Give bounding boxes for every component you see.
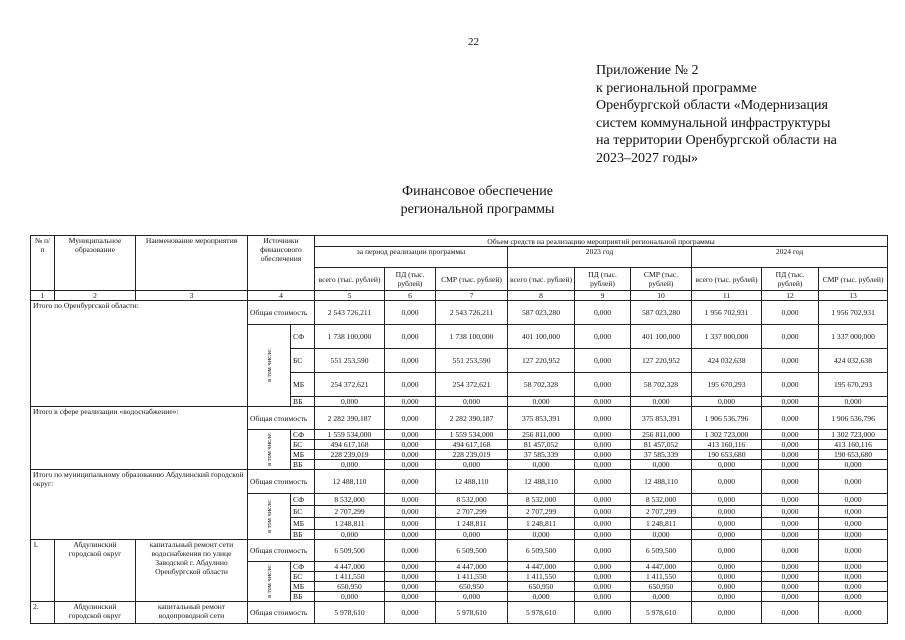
total-value-cell: 0,000 — [385, 602, 436, 624]
total-value-cell: 6 509,500 — [631, 540, 692, 562]
total-value-cell: 5 978,610 — [508, 602, 575, 624]
total-value-cell: 587 023,280 — [508, 301, 575, 325]
source-value-cell: 650,950 — [436, 582, 508, 592]
appendix-line: на территории Оренбургской области на — [596, 133, 837, 148]
column-number: 12 — [762, 291, 819, 301]
source-value-cell: 0,000 — [819, 506, 888, 518]
source-value-cell: 0,000 — [819, 592, 888, 602]
total-value-cell: 12 488,110 — [315, 470, 385, 494]
source-value-cell: 0,000 — [575, 397, 631, 407]
source-value-cell: 0,000 — [385, 440, 436, 450]
source-value-cell: 0,000 — [819, 562, 888, 572]
column-number: 2 — [55, 291, 136, 301]
source-value-cell: 401 100,000 — [631, 325, 692, 349]
total-value-cell: 1 906 536,796 — [819, 407, 888, 430]
source-value-cell: 0,000 — [692, 572, 762, 582]
source-code: СФ — [291, 325, 315, 349]
source-value-cell: 4 447,000 — [508, 562, 575, 572]
subheader-cell: СМР (тыс. рублей) — [436, 268, 508, 291]
source-value-cell: 0,000 — [692, 506, 762, 518]
total-value-cell: 0,000 — [575, 407, 631, 430]
source-value-cell: 0,000 — [385, 572, 436, 582]
total-value-cell: 0,000 — [575, 470, 631, 494]
source-value-cell: 0,000 — [575, 450, 631, 460]
column-number: 11 — [692, 291, 762, 301]
source-value-cell: 0,000 — [575, 349, 631, 373]
item-number: 1. — [31, 540, 55, 602]
source-code: ВБ — [291, 592, 315, 602]
total-value-cell: 375 853,391 — [631, 407, 692, 430]
column-number: 10 — [631, 291, 692, 301]
source-value-cell: 650,950 — [631, 582, 692, 592]
source-code: ВБ — [291, 397, 315, 407]
incl-label: в том числе: — [265, 498, 273, 533]
incl-label: в том числе: — [265, 347, 273, 382]
source-value-cell: 0,000 — [315, 460, 385, 470]
total-value-cell: 0,000 — [575, 301, 631, 325]
source-value-cell: 8 532,000 — [508, 494, 575, 506]
total-value-cell: 0,000 — [385, 301, 436, 325]
total-cost-label: Общая стоимость — [248, 602, 315, 624]
source-value-cell: 0,000 — [575, 530, 631, 540]
source-value-cell: 0,000 — [762, 562, 819, 572]
total-value-cell: 5 978,610 — [315, 602, 385, 624]
source-value-cell: 0,000 — [692, 494, 762, 506]
source-code: БС — [291, 440, 315, 450]
source-code: СФ — [291, 494, 315, 506]
source-value-cell: 2 707,299 — [631, 506, 692, 518]
total-value-cell: 2 282 390,187 — [315, 407, 385, 430]
subheader-cell: ПД (тыс. рублей) — [385, 268, 436, 291]
source-value-cell: 0,000 — [508, 592, 575, 602]
source-value-cell: 0,000 — [692, 582, 762, 592]
source-value-cell: 0,000 — [575, 572, 631, 582]
group-total-row — [31, 301, 888, 325]
total-value-cell: 0,000 — [692, 602, 762, 624]
total-value-cell: 5 978,610 — [436, 602, 508, 624]
item-municipality: Абдулинский городской округ — [55, 540, 136, 602]
group-label: Итого по муниципальному образованию Абдулинский городской округ: — [31, 470, 248, 540]
subheader-cell: СМР (тыс. рублей) — [819, 268, 888, 291]
source-value-cell: 0,000 — [631, 460, 692, 470]
column-number: 8 — [508, 291, 575, 301]
source-value-cell: 0,000 — [315, 592, 385, 602]
total-value-cell: 0,000 — [575, 602, 631, 624]
total-value-cell: 0,000 — [692, 470, 762, 494]
source-value-cell: 0,000 — [819, 460, 888, 470]
source-value-cell: 0,000 — [692, 592, 762, 602]
source-value-cell: 0,000 — [631, 397, 692, 407]
source-value-cell: 0,000 — [385, 494, 436, 506]
incl-label-cell — [248, 494, 291, 540]
item-event: капитальный ремонт водопроводной сети — [136, 602, 248, 624]
total-value-cell: 6 509,500 — [436, 540, 508, 562]
source-value-cell: 494 617,168 — [436, 440, 508, 450]
source-code: СФ — [291, 430, 315, 440]
source-value-cell: 1 738 100,000 — [436, 325, 508, 349]
group-label: Итого по Оренбургской области: — [31, 301, 248, 407]
source-value-cell: 413 160,116 — [692, 440, 762, 450]
page-number: 22 — [468, 36, 479, 48]
subheader-cell: всего (тыс. рублей) — [692, 268, 762, 291]
total-value-cell: 2 282 390,187 — [436, 407, 508, 430]
source-value-cell: 0,000 — [575, 430, 631, 440]
total-value-cell: 12 488,110 — [508, 470, 575, 494]
subheader-cell: всего (тыс. рублей) — [508, 268, 575, 291]
total-value-cell: 2 543 726,211 — [436, 301, 508, 325]
source-value-cell: 1 337 000,000 — [819, 325, 888, 349]
subheader-cell: СМР (тыс. рублей) — [631, 268, 692, 291]
source-value-cell: 127 220,952 — [508, 349, 575, 373]
source-value-cell: 0,000 — [385, 349, 436, 373]
source-value-cell: 195 670,293 — [692, 373, 762, 397]
source-code: МБ — [291, 450, 315, 460]
source-value-cell: 0,000 — [762, 460, 819, 470]
source-value-cell: 0,000 — [762, 582, 819, 592]
column-number: 1 — [31, 291, 55, 301]
source-value-cell: 0,000 — [315, 530, 385, 540]
source-value-cell: 0,000 — [385, 506, 436, 518]
header-year-2024: 2024 год — [692, 247, 888, 268]
source-value-cell: 228 239,019 — [436, 450, 508, 460]
column-number: 5 — [315, 291, 385, 301]
group-label: Итого в сфере реализации «водоснабжение»: — [31, 407, 248, 470]
total-value-cell: 1 956 702,931 — [692, 301, 762, 325]
total-cost-label: Общая стоимость — [248, 540, 315, 562]
source-value-cell: 0,000 — [385, 582, 436, 592]
item-number: 2. — [31, 602, 55, 624]
source-value-cell: 0,000 — [575, 592, 631, 602]
item-event: капитальный ремонт сети водоснабжения по улице Заводской г. Абдулино Оренбургской области — [136, 540, 248, 602]
source-value-cell: 0,000 — [819, 582, 888, 592]
column-number: 9 — [575, 291, 631, 301]
source-value-cell: 0,000 — [762, 530, 819, 540]
source-value-cell: 0,000 — [762, 592, 819, 602]
header-num: № п/п — [31, 236, 55, 291]
source-value-cell: 81 457,052 — [631, 440, 692, 450]
total-value-cell: 0,000 — [762, 470, 819, 494]
subheader-cell: ПД (тыс. рублей) — [575, 268, 631, 291]
total-value-cell: 587 023,280 — [631, 301, 692, 325]
source-value-cell: 0,000 — [575, 460, 631, 470]
header-municipality: Муниципальное образование — [55, 236, 136, 291]
source-value-cell: 0,000 — [631, 530, 692, 540]
subheader-cell: ПД (тыс. рублей) — [762, 268, 819, 291]
source-value-cell: 8 532,000 — [315, 494, 385, 506]
source-value-cell: 2 707,299 — [315, 506, 385, 518]
source-value-cell: 0,000 — [385, 592, 436, 602]
source-value-cell: 0,000 — [819, 530, 888, 540]
source-value-cell: 37 585,339 — [508, 450, 575, 460]
source-value-cell: 0,000 — [819, 572, 888, 582]
subheader-cell: всего (тыс. рублей) — [315, 268, 385, 291]
source-value-cell: 0,000 — [385, 530, 436, 540]
source-value-cell: 0,000 — [436, 530, 508, 540]
source-value-cell: 4 447,000 — [631, 562, 692, 572]
source-value-cell: 190 653,680 — [692, 450, 762, 460]
appendix-heading — [596, 62, 837, 167]
total-cost-label: Общая стоимость — [248, 301, 315, 325]
source-value-cell: 0,000 — [508, 397, 575, 407]
source-value-cell: 0,000 — [575, 373, 631, 397]
source-value-cell: 1 411,550 — [315, 572, 385, 582]
source-value-cell: 494 617,168 — [315, 440, 385, 450]
column-number: 13 — [819, 291, 888, 301]
source-value-cell: 37 585,339 — [631, 450, 692, 460]
total-value-cell: 0,000 — [819, 470, 888, 494]
source-code: СФ — [291, 562, 315, 572]
source-value-cell: 2 707,299 — [508, 506, 575, 518]
source-value-cell: 424 032,638 — [819, 349, 888, 373]
source-value-cell: 0,000 — [385, 325, 436, 349]
column-number: 6 — [385, 291, 436, 301]
source-code: БС — [291, 349, 315, 373]
total-value-cell: 0,000 — [692, 540, 762, 562]
column-number-row — [31, 291, 888, 301]
source-value-cell: 0,000 — [631, 592, 692, 602]
source-value-cell: 0,000 — [385, 430, 436, 440]
source-value-cell: 0,000 — [508, 530, 575, 540]
source-value-cell: 0,000 — [762, 518, 819, 530]
financing-table — [30, 235, 888, 624]
appendix-line: Приложение № 2 — [596, 63, 699, 78]
source-value-cell: 424 032,638 — [692, 349, 762, 373]
source-value-cell: 1 302 723,000 — [819, 430, 888, 440]
source-value-cell: 0,000 — [762, 325, 819, 349]
source-value-cell: 0,000 — [762, 373, 819, 397]
source-value-cell: 0,000 — [692, 397, 762, 407]
source-value-cell: 0,000 — [692, 562, 762, 572]
group-total-row — [31, 540, 888, 562]
source-value-cell: 650,950 — [508, 582, 575, 592]
source-value-cell: 1 337 000,000 — [692, 325, 762, 349]
source-value-cell: 0,000 — [762, 572, 819, 582]
source-value-cell: 8 532,000 — [631, 494, 692, 506]
source-value-cell: 650,950 — [315, 582, 385, 592]
total-value-cell: 6 509,500 — [315, 540, 385, 562]
appendix-line: Оренбургской области «Модернизация — [596, 98, 828, 113]
source-value-cell: 58 702,328 — [631, 373, 692, 397]
total-value-cell: 6 509,500 — [508, 540, 575, 562]
source-value-cell: 256 811,000 — [631, 430, 692, 440]
incl-label-cell — [248, 562, 291, 602]
source-value-cell: 190 653,680 — [819, 450, 888, 460]
source-value-cell: 0,000 — [385, 450, 436, 460]
source-value-cell: 1 411,550 — [631, 572, 692, 582]
source-value-cell: 0,000 — [385, 460, 436, 470]
header-period-total: за период реализации программы — [315, 247, 508, 268]
source-value-cell: 551 253,590 — [315, 349, 385, 373]
source-code: ВБ — [291, 460, 315, 470]
source-value-cell: 0,000 — [762, 494, 819, 506]
total-value-cell: 0,000 — [762, 602, 819, 624]
total-value-cell: 0,000 — [575, 540, 631, 562]
source-value-cell: 0,000 — [692, 530, 762, 540]
source-value-cell: 0,000 — [575, 518, 631, 530]
source-value-cell: 1 248,811 — [315, 518, 385, 530]
total-value-cell: 1 956 702,931 — [819, 301, 888, 325]
header-sources: Источники финансового обеспечения — [248, 236, 315, 291]
appendix-line: к региональной программе — [596, 80, 757, 96]
source-value-cell: 0,000 — [692, 518, 762, 530]
source-code: ВБ — [291, 530, 315, 540]
source-value-cell: 1 559 534,000 — [436, 430, 508, 440]
incl-label-cell — [248, 430, 291, 470]
source-value-cell: 195 670,293 — [819, 373, 888, 397]
source-value-cell: 1 559 534,000 — [315, 430, 385, 440]
source-value-cell: 0,000 — [575, 494, 631, 506]
source-value-cell: 8 532,000 — [436, 494, 508, 506]
title-line: региональной программы — [400, 202, 555, 217]
source-value-cell: 0,000 — [385, 397, 436, 407]
source-value-cell: 4 447,000 — [315, 562, 385, 572]
group-total-row — [31, 602, 888, 624]
total-value-cell: 0,000 — [762, 301, 819, 325]
source-value-cell: 0,000 — [762, 430, 819, 440]
source-value-cell: 0,000 — [385, 373, 436, 397]
source-code: БС — [291, 572, 315, 582]
column-number: 4 — [248, 291, 315, 301]
total-value-cell: 375 853,391 — [508, 407, 575, 430]
total-value-cell: 0,000 — [762, 407, 819, 430]
incl-label: в том числе: — [265, 563, 273, 598]
source-value-cell: 0,000 — [819, 518, 888, 530]
total-value-cell: 2 543 726,211 — [315, 301, 385, 325]
source-value-cell: 0,000 — [762, 450, 819, 460]
source-code: МБ — [291, 373, 315, 397]
appendix-line: 2023–2027 годы» — [596, 150, 699, 166]
column-number: 7 — [436, 291, 508, 301]
appendix-line: систем коммунальной инфраструктуры — [596, 115, 831, 131]
group-total-row — [31, 470, 888, 494]
table-body — [31, 301, 888, 624]
item-municipality: Абдулинский городской округ — [55, 602, 136, 624]
total-value-cell: 1 906 536,796 — [692, 407, 762, 430]
total-value-cell: 12 488,110 — [631, 470, 692, 494]
source-value-cell: 0,000 — [315, 397, 385, 407]
header-volume: Объем средств на реализацию мероприятий региональной программы — [315, 236, 888, 247]
incl-label: в том числе: — [265, 431, 273, 466]
document-title — [300, 183, 655, 219]
source-code: БС — [291, 506, 315, 518]
source-value-cell: 1 411,550 — [508, 572, 575, 582]
total-value-cell: 0,000 — [819, 540, 888, 562]
total-value-cell: 0,000 — [385, 407, 436, 430]
source-value-cell: 254 372,621 — [436, 373, 508, 397]
source-value-cell: 1 248,811 — [631, 518, 692, 530]
group-total-row — [31, 407, 888, 430]
source-value-cell: 0,000 — [575, 440, 631, 450]
source-value-cell: 0,000 — [436, 460, 508, 470]
source-value-cell: 401 100,000 — [508, 325, 575, 349]
source-value-cell: 0,000 — [762, 349, 819, 373]
source-value-cell: 4 447,000 — [436, 562, 508, 572]
source-value-cell: 81 457,052 — [508, 440, 575, 450]
source-value-cell: 1 302 723,000 — [692, 430, 762, 440]
source-value-cell: 0,000 — [575, 582, 631, 592]
source-value-cell: 58 702,328 — [508, 373, 575, 397]
source-value-cell: 0,000 — [385, 518, 436, 530]
source-value-cell: 256 811,000 — [508, 430, 575, 440]
source-value-cell: 0,000 — [575, 506, 631, 518]
source-value-cell: 1 738 100,000 — [315, 325, 385, 349]
source-value-cell: 0,000 — [436, 592, 508, 602]
source-value-cell: 413 160,116 — [819, 440, 888, 450]
incl-label-cell — [248, 325, 291, 407]
source-value-cell: 0,000 — [508, 460, 575, 470]
source-value-cell: 1 411,550 — [436, 572, 508, 582]
source-value-cell: 0,000 — [762, 397, 819, 407]
source-value-cell: 228 239,019 — [315, 450, 385, 460]
total-value-cell: 0,000 — [819, 602, 888, 624]
source-value-cell: 254 372,621 — [315, 373, 385, 397]
total-value-cell: 0,000 — [385, 470, 436, 494]
source-code: МБ — [291, 582, 315, 592]
total-cost-label: Общая стоимость — [248, 407, 315, 430]
source-value-cell: 551 253,590 — [436, 349, 508, 373]
total-cost-label: Общая стоимость — [248, 470, 315, 494]
source-value-cell: 1 248,811 — [436, 518, 508, 530]
source-value-cell: 0,000 — [819, 397, 888, 407]
source-code: МБ — [291, 518, 315, 530]
source-value-cell: 0,000 — [575, 325, 631, 349]
total-value-cell: 0,000 — [385, 540, 436, 562]
header-event: Наименование мероприятия — [136, 236, 248, 291]
total-value-cell: 12 488,110 — [436, 470, 508, 494]
source-value-cell: 0,000 — [819, 494, 888, 506]
source-value-cell: 0,000 — [575, 562, 631, 572]
source-value-cell: 0,000 — [762, 440, 819, 450]
source-value-cell: 0,000 — [385, 562, 436, 572]
source-value-cell: 2 707,299 — [436, 506, 508, 518]
column-number: 3 — [136, 291, 248, 301]
source-value-cell: 1 248,811 — [508, 518, 575, 530]
source-value-cell: 0,000 — [436, 397, 508, 407]
total-value-cell: 0,000 — [762, 540, 819, 562]
source-value-cell: 0,000 — [762, 506, 819, 518]
title-line: Финансовое обеспечение — [402, 184, 553, 199]
source-value-cell: 0,000 — [692, 460, 762, 470]
source-value-cell: 127 220,952 — [631, 349, 692, 373]
header-year-2023: 2023 год — [508, 247, 692, 268]
total-value-cell: 5 978,610 — [631, 602, 692, 624]
